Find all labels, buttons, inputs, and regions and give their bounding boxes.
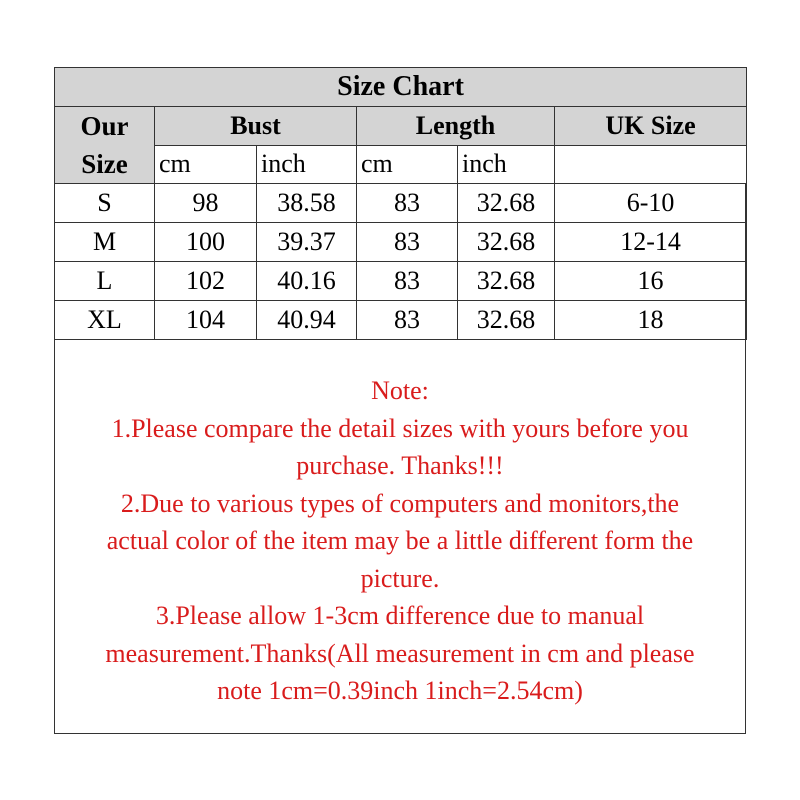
table-title: Size Chart xyxy=(55,68,747,107)
length-cm-cell: 83 xyxy=(357,262,458,301)
size-cell: M xyxy=(55,223,155,262)
note-line: picture. xyxy=(360,563,440,593)
bust-cm-cell: 100 xyxy=(155,223,257,262)
length-inch-cell: 32.68 xyxy=(458,184,555,223)
our-size-header xyxy=(55,107,155,184)
note-line: 2.Due to various types of computers and monitors,the xyxy=(120,488,680,518)
uk-size-cell: 6-10 xyxy=(555,184,747,223)
bust-inch-unit: inch xyxy=(257,145,357,184)
size-cell: S xyxy=(55,184,155,223)
notes-block xyxy=(55,372,745,710)
bust-inch-cell: 38.58 xyxy=(257,184,357,223)
note-line: note 1cm=0.39inch 1inch=2.54cm) xyxy=(217,676,583,705)
length-inch-cell: 32.68 xyxy=(458,223,555,262)
uk-size-cell: 18 xyxy=(555,301,747,340)
size-cell: XL xyxy=(55,301,155,340)
length-cm-cell: 83 xyxy=(357,223,458,262)
bust-cm-cell: 98 xyxy=(155,184,257,223)
length-inch-cell: 32.68 xyxy=(458,301,555,340)
length-cm-cell: 83 xyxy=(357,301,458,340)
note-line: measurement.Thanks(All measurement in cm and please xyxy=(105,638,695,668)
size-chart-table xyxy=(54,67,747,340)
note-heading: Note: xyxy=(371,376,429,405)
bust-header: Bust xyxy=(155,107,357,146)
bust-cm-unit: cm xyxy=(155,145,257,184)
note-line: purchase. Thanks!!! xyxy=(296,451,504,480)
length-inch-unit: inch xyxy=(458,145,555,184)
uk-unit-empty xyxy=(555,145,747,184)
uk-size-cell: 12-14 xyxy=(555,223,747,262)
table-row xyxy=(55,262,747,301)
our-size-line1: Our xyxy=(80,111,129,141)
table-row xyxy=(55,301,747,340)
length-header: Length xyxy=(357,107,555,146)
table-row xyxy=(55,223,747,262)
bust-cm-cell: 104 xyxy=(155,301,257,340)
bust-inch-cell: 39.37 xyxy=(257,223,357,262)
bust-inch-cell: 40.16 xyxy=(257,262,357,301)
table-row xyxy=(55,184,747,223)
note-line: 3.Please allow 1-3cm difference due to manual xyxy=(155,601,645,630)
length-cm-unit: cm xyxy=(357,145,458,184)
uk-size-header: UK Size xyxy=(555,107,747,146)
bust-inch-cell: 40.94 xyxy=(257,301,357,340)
our-size-line2: Size xyxy=(81,149,128,179)
length-inch-cell: 32.68 xyxy=(458,262,555,301)
length-cm-cell: 83 xyxy=(357,184,458,223)
size-cell: L xyxy=(55,262,155,301)
note-line: 1.Please compare the detail sizes with yours before you xyxy=(111,413,689,443)
bust-cm-cell: 102 xyxy=(155,262,257,301)
note-line: actual color of the item may be a little different form the xyxy=(106,526,694,555)
uk-size-cell: 16 xyxy=(555,262,747,301)
